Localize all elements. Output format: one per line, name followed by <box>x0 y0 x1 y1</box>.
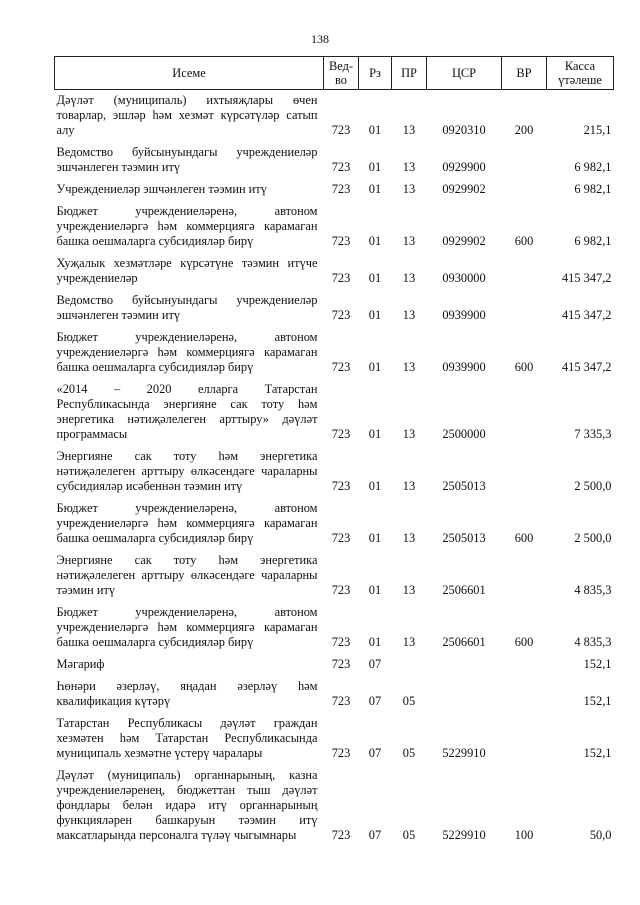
cell-rz: 01 <box>368 271 382 285</box>
cell-csr: 2505013 <box>442 531 486 545</box>
table-row <box>55 90 614 143</box>
cell-ved: 723 <box>331 657 351 671</box>
cell-csr: 5229910 <box>442 828 486 842</box>
cell-vr <box>502 713 547 765</box>
cell-sum: 4 835,3 <box>574 583 612 597</box>
cell-rz: 01 <box>368 427 382 441</box>
cell-csr: 0929902 <box>442 182 486 196</box>
table-row <box>55 498 614 550</box>
header-sum: Касса үтәлеше <box>547 57 614 90</box>
cell-pr <box>392 654 427 676</box>
cell-name: Мәгариф <box>56 657 105 671</box>
cell-sum: 4 835,3 <box>574 635 612 649</box>
cell-name: Ведомство буйсынуындагы учреждениеләр эшчәнлеген тәэмин итү <box>56 293 318 322</box>
cell-name: Хуҗалык хезмәтләре күрсәтүне тәэмин итүче учреждениеләр <box>56 256 318 285</box>
cell-csr: 0929902 <box>442 234 486 248</box>
cell-vr: 600 <box>514 234 534 248</box>
cell-sum: 152,1 <box>583 746 612 760</box>
table-row <box>55 142 614 179</box>
cell-rz: 01 <box>368 583 382 597</box>
cell-ved: 723 <box>331 746 351 760</box>
table-row <box>55 290 614 327</box>
cell-name: Учреждениеләр эшчәнлеген тәэмин итү <box>56 182 267 196</box>
cell-vr <box>502 142 547 179</box>
cell-ved: 723 <box>331 531 351 545</box>
header-row <box>55 57 614 90</box>
cell-ved: 723 <box>331 234 351 248</box>
header-name: Исеме <box>55 57 324 90</box>
cell-vr: 600 <box>514 531 534 545</box>
table-row <box>55 201 614 253</box>
cell-pr: 13 <box>402 182 416 196</box>
cell-vr: 100 <box>514 828 534 842</box>
cell-csr: 5229910 <box>442 746 486 760</box>
cell-pr: 05 <box>402 746 416 760</box>
cell-pr: 13 <box>402 160 416 174</box>
header-vr: ВР <box>502 57 547 90</box>
cell-name: Энергияне сак тоту һәм энергетика нәтиҗәлелеген арттыру өлкәсендәге чараларны тәэмин итү <box>56 553 318 597</box>
cell-rz: 01 <box>368 182 382 196</box>
cell-ved: 723 <box>331 182 351 196</box>
cell-pr: 05 <box>402 828 416 842</box>
cell-sum: 215,1 <box>583 123 612 137</box>
cell-ved: 723 <box>331 635 351 649</box>
cell-vr <box>502 654 547 676</box>
cell-sum: 415 347,2 <box>561 271 612 285</box>
cell-name: Татарстан Республикасы дәүләт граждан хезмәтен һәм Татарстан Республикасында муниципаль хезмәтне үстерү чаралары <box>56 716 318 760</box>
cell-pr: 13 <box>402 271 416 285</box>
cell-pr: 13 <box>402 531 416 545</box>
cell-rz: 01 <box>368 234 382 248</box>
cell-csr: 2506601 <box>442 583 486 597</box>
cell-sum: 152,1 <box>583 694 612 708</box>
table-row <box>55 253 614 290</box>
cell-rz: 01 <box>368 308 382 322</box>
cell-ved: 723 <box>331 583 351 597</box>
cell-csr: 0930000 <box>442 271 486 285</box>
cell-csr: 0939900 <box>442 360 486 374</box>
cell-csr: 2505013 <box>442 479 486 493</box>
cell-sum: 2 500,0 <box>574 479 612 493</box>
table-row <box>55 676 614 713</box>
cell-rz: 01 <box>368 160 382 174</box>
cell-ved: 723 <box>331 308 351 322</box>
cell-ved: 723 <box>331 271 351 285</box>
cell-csr: 0939900 <box>442 308 486 322</box>
table-row <box>55 379 614 446</box>
cell-rz: 01 <box>368 635 382 649</box>
cell-csr: 0920310 <box>442 123 486 137</box>
cell-vr <box>502 253 547 290</box>
cell-sum: 6 982,1 <box>574 160 612 174</box>
cell-csr <box>427 676 502 713</box>
cell-pr: 13 <box>402 308 416 322</box>
budget-table <box>54 56 614 847</box>
table-body <box>55 90 614 848</box>
cell-pr: 13 <box>402 234 416 248</box>
cell-sum: 415 347,2 <box>561 308 612 322</box>
cell-rz: 07 <box>368 746 382 760</box>
cell-sum: 6 982,1 <box>574 182 612 196</box>
cell-vr <box>502 379 547 446</box>
cell-rz: 01 <box>368 531 382 545</box>
cell-sum: 6 982,1 <box>574 234 612 248</box>
table-row <box>55 713 614 765</box>
table-row <box>55 446 614 498</box>
cell-csr <box>427 654 502 676</box>
cell-sum: 415 347,2 <box>561 360 612 374</box>
cell-ved: 723 <box>331 427 351 441</box>
cell-rz: 01 <box>368 123 382 137</box>
cell-rz: 01 <box>368 360 382 374</box>
cell-pr: 13 <box>402 635 416 649</box>
cell-vr: 600 <box>514 360 534 374</box>
cell-name: Бюджет учреждениеләренә, автоном учреждениеләргә һәм коммерциягә карамаган башка оешмаларга субсидияләр бирү <box>56 330 318 374</box>
cell-ved: 723 <box>331 479 351 493</box>
table-row <box>55 327 614 379</box>
header-csr: ЦСР <box>427 57 502 90</box>
cell-ved: 723 <box>331 160 351 174</box>
cell-name: «2014 – 2020 елларга Татарстан Республикасында энергияне сак тоту һәм энергетика нәтиҗәлелеген арттыру» дәүләт программасы <box>56 382 318 441</box>
table-header <box>55 57 614 90</box>
cell-name: Бюджет учреждениеләренә, автоном учреждениеләргә һәм коммерциягә карамаган башка оешмаларга субсидияләр бирү <box>56 204 318 248</box>
cell-pr: 13 <box>402 427 416 441</box>
table-row <box>55 765 614 847</box>
cell-name: Энергияне сак тоту һәм энергетика нәтиҗәлелеген арттыру өлкәсендәге чараларны субсидияләр исәбеннән тәэмин итү <box>56 449 318 493</box>
page-number: 138 <box>311 32 329 46</box>
cell-sum: 152,1 <box>583 657 612 671</box>
cell-pr: 05 <box>402 694 416 708</box>
cell-vr: 200 <box>514 123 534 137</box>
cell-name: Бюджет учреждениеләренә, автоном учреждениеләргә һәм коммерциягә карамаган башка оешмаларга субсидияләр бирү <box>56 501 318 545</box>
cell-vr <box>502 446 547 498</box>
cell-name: Ведомство буйсынуындагы учреждениеләр эшчәнлеген тәэмин итү <box>56 145 318 174</box>
cell-pr: 13 <box>402 123 416 137</box>
cell-csr: 2500000 <box>442 427 486 441</box>
cell-vr <box>502 676 547 713</box>
cell-rz: 07 <box>368 657 382 671</box>
cell-ved: 723 <box>331 828 351 842</box>
cell-pr: 13 <box>402 479 416 493</box>
cell-rz: 01 <box>368 479 382 493</box>
cell-rz: 07 <box>368 694 382 708</box>
table-row <box>55 179 614 201</box>
header-ved: Вед-во <box>324 57 359 90</box>
cell-pr: 13 <box>402 583 416 597</box>
cell-name: Һөнәри әзерләү, яңадан әзерләү һәм квалификация күтәрү <box>56 679 318 708</box>
cell-name: Бюджет учреждениеләренә, автоном учреждениеләргә һәм коммерциягә карамаган башка оешмаларга субсидияләр бирү <box>56 605 318 649</box>
cell-sum: 7 335,3 <box>574 427 612 441</box>
cell-rz: 07 <box>368 828 382 842</box>
cell-csr: 0929900 <box>442 160 486 174</box>
cell-csr: 2506601 <box>442 635 486 649</box>
cell-name: Дәүләт (муниципаль) ихтыяҗлары өчен товарлар, эшләр һәм хезмәт күрсәтүләр сатып алу <box>56 93 318 137</box>
header-rz: Рз <box>359 57 392 90</box>
cell-vr <box>502 179 547 201</box>
cell-ved: 723 <box>331 360 351 374</box>
cell-ved: 723 <box>331 123 351 137</box>
cell-sum: 50,0 <box>589 828 612 842</box>
cell-sum: 2 500,0 <box>574 531 612 545</box>
cell-name: Дәүләт (муниципаль) органнарының, казна учреждениеләренең, бюджеттан тыш дәүләт фондлары белән идарә итү органнарының функцияләрен башкаруын тәэмин итү максатларында персоналга түләү чыгымнары <box>56 768 318 842</box>
cell-vr: 600 <box>514 635 534 649</box>
cell-pr: 13 <box>402 360 416 374</box>
table-row <box>55 550 614 602</box>
header-pr: ПР <box>392 57 427 90</box>
cell-ved: 723 <box>331 694 351 708</box>
table-row <box>55 602 614 654</box>
table-row <box>55 654 614 676</box>
cell-vr <box>502 290 547 327</box>
cell-vr <box>502 550 547 602</box>
